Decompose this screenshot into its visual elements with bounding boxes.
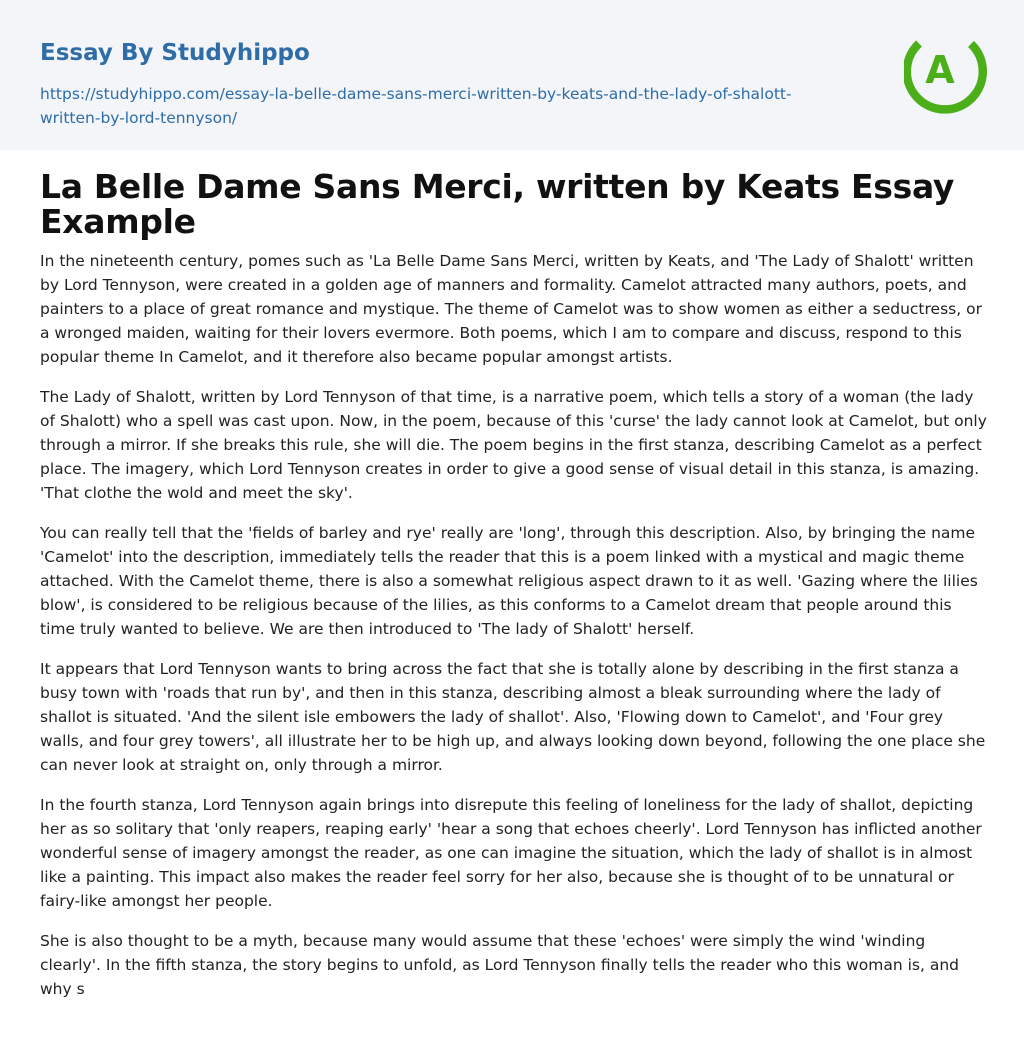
essay-paragraph: She is also thought to be a myth, because many would assume that these 'echoes' were simply the wind 'winding clearly'. In the fifth stanza, the story begins to unfold, as Lord Tennyson finally tells the reader who this woman is, and why s — [40, 932, 960, 998]
source-url-link[interactable]: https://studyhippo.com/essay-la-belle-dame-sans-merci-written-by-keats-and-the-lady-of-shalott-written-by-lord-tennyson/ — [40, 85, 792, 127]
site-brand[interactable]: Essay By Studyhippo — [40, 40, 310, 66]
site-header — [0, 0, 1024, 150]
logo-letter: A — [925, 48, 955, 92]
essay-paragraph: In the nineteenth century, pomes such as 'La Belle Dame Sans Merci, written by Keats, and 'The Lady of Shalott' written by Lord Tennyson, were created in a golden age of manners and formality. Camelot attracted many authors, poets, and painters to a place of great romance and mystique. The theme of Camelot was to show women as either a seductress, or a wronged maiden, waiting for their lovers evermore. Both poems, which I am to compare and discuss, respond to this popular theme In Camelot, and it therefore also became popular amongst artists. — [40, 252, 982, 366]
studyhippo-logo-icon[interactable] — [904, 28, 988, 116]
essay-body — [40, 249, 988, 1017]
essay-paragraph: It appears that Lord Tennyson wants to bring across the fact that she is totally alone by describing in the first stanza a busy town with 'roads that run by', and then in this stanza, describing almost a bleak surrounding where the lady of shallot is situated. 'And the silent isle embowers the lady of shallot'. Also, 'Flowing down to Camelot', and 'Four grey walls, and four grey towers', all illustrate her to be high up, and always looking down beyond, following the one place she can never look at straight on, only through a mirror. — [40, 660, 986, 774]
essay-paragraph: In the fourth stanza, Lord Tennyson again brings into disrepute this feeling of loneliness for the lady of shallot, depicting her as so solitary that 'only reapers, reaping early' 'hear a song that echoes cheerly'. Lord Tennyson has inflicted another wonderful sense of imagery amongst the reader, as one can imagine the situation, which the lady of shallot is in almost like a painting. This impact also makes the reader feel sorry for her also, because she is thought of to be unnatural or fairy-like amongst her people. — [40, 796, 982, 910]
essay-paragraph: The Lady of Shalott, written by Lord Tennyson of that time, is a narrative poem, which tells a story of a woman (the lady of Shalott) who a spell was cast upon. Now, in the poem, because of this 'curse' the lady cannot look at Camelot, but only through a mirror. If she breaks this rule, she will die. The poem begins in the first stanza, describing Camelot as a perfect place. The imagery, which Lord Tennyson creates in order to give a good sense of visual detail in this stanza, is amazing. 'That clothe the wold and meet the sky'. — [40, 388, 987, 502]
essay-paragraph: You can really tell that the 'fields of barley and rye' really are 'long', through this description. Also, by bringing the name 'Camelot' into the description, immediately tells the reader that this is a poem linked with a mystical and magic theme attached. With the Camelot theme, there is also a somewhat religious aspect drawn to it as well. 'Gazing where the lilies blow', is considered to be religious because of the lilies, as this conforms to a Camelot dream that people around this time truly wanted to believe. We are then introduced to 'The lady of Shalott' herself. — [40, 524, 978, 638]
page-title: La Belle Dame Sans Merci, written by Keats Essay Example — [40, 167, 955, 241]
